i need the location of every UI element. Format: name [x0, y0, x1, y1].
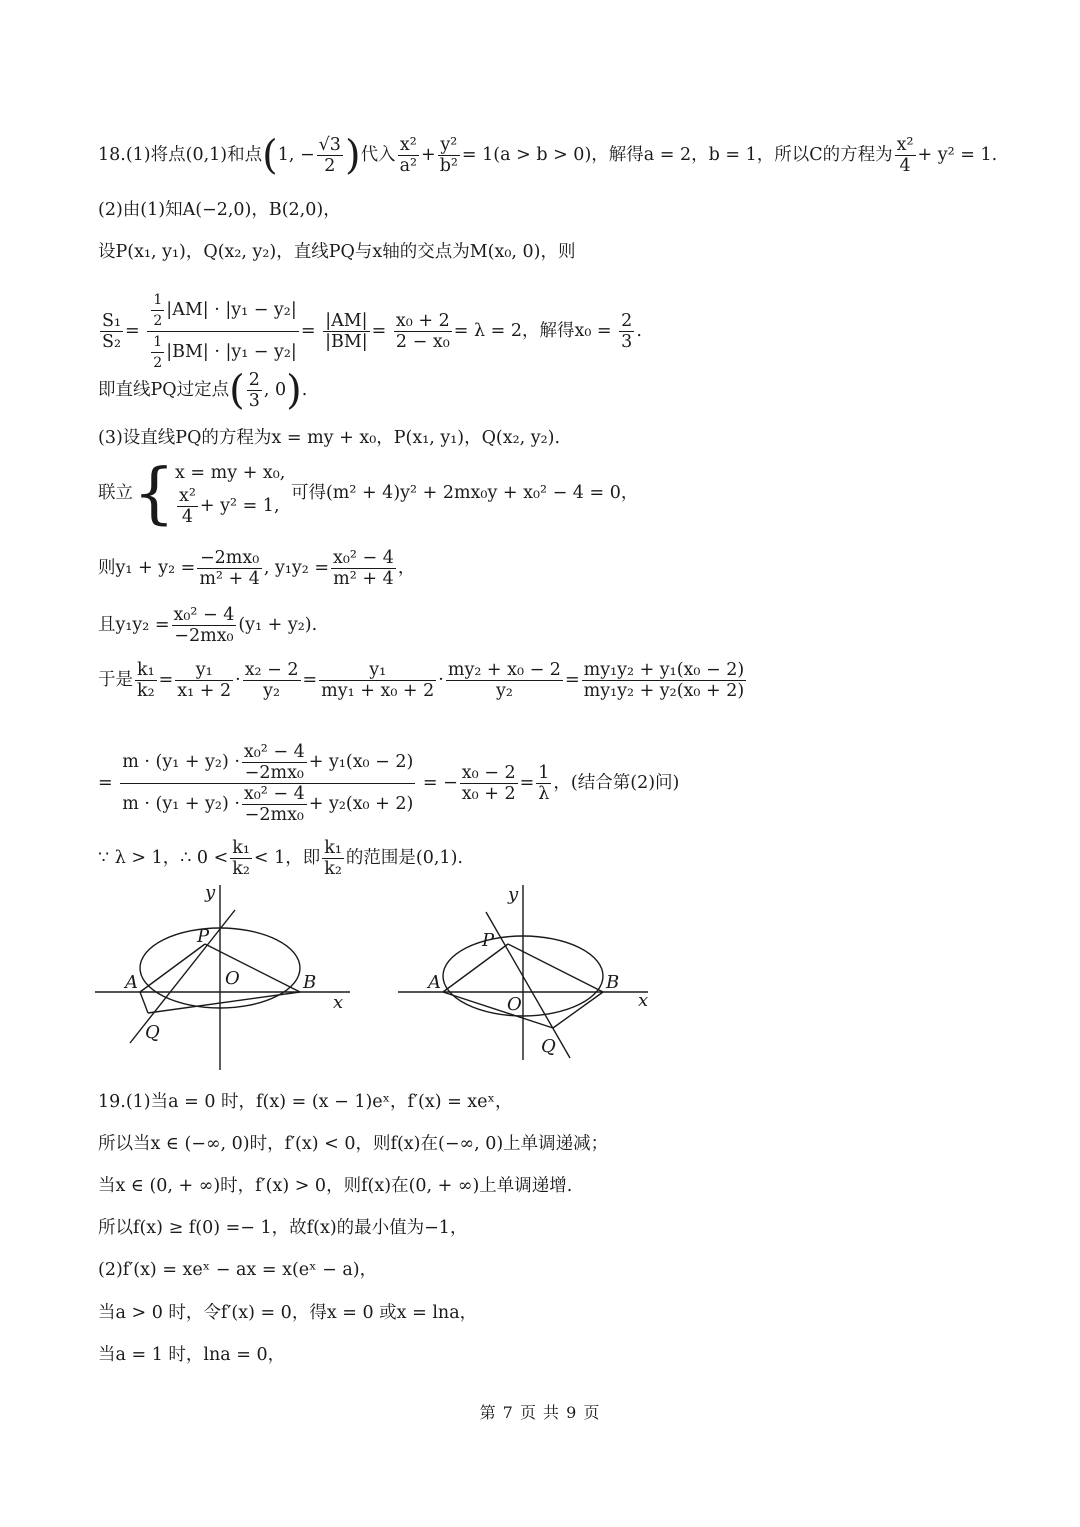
- q19-line-5: (2)f′(x) = xeˣ − ax = x(eˣ − a)，: [98, 1260, 378, 1280]
- numerator: 2: [248, 370, 260, 390]
- label-b: B: [303, 972, 317, 993]
- fraction: [317, 135, 343, 176]
- text: + y² = 1,: [199, 496, 280, 516]
- denominator: |BM|: [325, 332, 368, 352]
- fraction: [323, 311, 370, 352]
- text: (y₁ + y₂).: [238, 615, 318, 635]
- text: =: [98, 773, 113, 793]
- ellipse-figure-1: [95, 880, 365, 1075]
- text: =: [158, 670, 174, 690]
- text: 的范围是(0,1).: [345, 848, 463, 868]
- q18-setup-line: 设P(x₁, y₁)，Q(x₂, y₂)，直线PQ与x轴的交点为M(x₀, 0)，则: [98, 242, 576, 262]
- denominator: [120, 784, 415, 825]
- numerator: x₀² − 4: [173, 605, 235, 625]
- fraction: [147, 290, 299, 373]
- denominator: k₂: [232, 859, 250, 879]
- denominator: 2: [153, 355, 163, 371]
- left-paren: (: [229, 367, 245, 414]
- text: =: [300, 321, 316, 341]
- text: ∵ λ > 1，∴ 0 <: [98, 848, 229, 868]
- segment-pb: [205, 944, 300, 992]
- ellipse-figure-2: [398, 880, 668, 1065]
- fraction: [319, 660, 436, 701]
- text: ·: [235, 670, 241, 690]
- segment-qb: [148, 992, 300, 1013]
- text: 代入: [360, 145, 396, 165]
- fraction: [394, 311, 452, 352]
- text: = −: [422, 773, 458, 793]
- numerator: x₀ + 2: [395, 311, 450, 331]
- label-x: x: [333, 992, 344, 1013]
- segment-aq: [443, 992, 553, 1028]
- substitution-line: [98, 742, 679, 825]
- numerator: |AM|: [323, 311, 370, 332]
- denominator: x₀ + 2: [461, 784, 516, 804]
- text: |BM| · |y₁ − y₂|: [166, 342, 297, 362]
- denominator: x₁ + 2: [177, 681, 232, 701]
- text: =: [519, 773, 535, 793]
- numerator: my₁y₂ + y₁(x₀ − 2): [583, 660, 745, 680]
- text: = 1(a > b > 0)，解得a = 2，b = 1，所以C的方程为: [461, 145, 893, 165]
- denominator: 2: [324, 156, 336, 176]
- text: < 1，即: [253, 848, 321, 868]
- text: ，(结合第(2)问): [553, 773, 680, 793]
- denominator: −2mx₀: [174, 626, 234, 646]
- text: ，: [397, 558, 416, 578]
- numerator: S₁: [102, 311, 122, 331]
- right-paren: ): [344, 132, 361, 179]
- denominator: my₁y₂ + y₂(x₀ + 2): [583, 681, 745, 701]
- product-line: [98, 605, 317, 646]
- text: m · (y₁ + y₂) ·: [122, 752, 240, 772]
- numerator: x²: [179, 486, 196, 506]
- q18-part1-line: [98, 132, 998, 179]
- area-ratio-line: [98, 290, 642, 373]
- numerator: y₁: [175, 660, 233, 681]
- numerator: [120, 742, 415, 784]
- text: 即直线PQ过定点: [98, 380, 230, 400]
- left-brace: {: [133, 454, 175, 532]
- q19-line-1: 19.(1)当a = 0 时，f(x) = (x − 1)eˣ，f′(x) = xeˣ，: [98, 1092, 513, 1112]
- label-o: O: [507, 994, 522, 1015]
- q18-part2-line: (2)由(1)知A(−2,0)，B(2,0)，: [98, 200, 341, 220]
- numerator: k₁: [137, 660, 155, 680]
- denominator: b²: [439, 156, 458, 176]
- numerator: −2mx₀: [197, 548, 262, 569]
- text: 于是: [98, 670, 133, 690]
- denominator: my₁ + x₀ + 2: [321, 681, 435, 701]
- numerator: x₀² − 4: [243, 784, 305, 804]
- label-y: y: [508, 884, 519, 905]
- fraction: [151, 332, 164, 373]
- text: =: [564, 670, 580, 690]
- label-o: O: [225, 968, 240, 989]
- fraction: [446, 660, 563, 701]
- text: =: [371, 321, 387, 341]
- text: +: [421, 145, 436, 165]
- fraction: [177, 486, 198, 527]
- fraction: [438, 135, 460, 176]
- label-p: P: [482, 930, 495, 951]
- segment-ap: [140, 944, 205, 992]
- numerator: 1: [151, 332, 164, 353]
- equation-row: x = my + x₀,: [175, 463, 286, 483]
- denominator: λ: [538, 784, 550, 804]
- fraction: [398, 135, 419, 176]
- text: .: [301, 380, 308, 400]
- system-line: [98, 454, 639, 532]
- text: .: [636, 321, 642, 341]
- denominator: 3: [621, 332, 633, 352]
- segment-qb: [553, 992, 603, 1028]
- text: =: [125, 321, 140, 341]
- denominator: −2mx₀: [244, 763, 304, 783]
- fraction: [242, 742, 307, 783]
- denominator: y₂: [495, 681, 513, 701]
- text: 且y₁y₂ =: [98, 615, 170, 635]
- fraction: [322, 838, 344, 879]
- text: 则y₁ + y₂ =: [98, 558, 196, 578]
- fraction: [175, 660, 233, 701]
- label-a: A: [428, 972, 441, 993]
- numerator: [147, 290, 299, 332]
- numerator: x²: [398, 135, 419, 156]
- text: + y₂(x₀ + 2): [308, 794, 414, 814]
- numerator: k₁: [232, 838, 250, 858]
- q19-line-2: 所以当x ∈ (−∞, 0)时，f′(x) < 0，则f(x)在(−∞, 0)上单调递减；: [98, 1134, 609, 1154]
- numerator: x₀ − 2: [461, 763, 516, 783]
- label-y: y: [205, 882, 216, 903]
- label-x: x: [638, 990, 649, 1011]
- fraction: [197, 548, 262, 589]
- text: |AM| · |y₁ − y₂|: [166, 300, 297, 320]
- numerator: √3: [318, 135, 341, 155]
- right-paren: ): [286, 367, 302, 414]
- equation-row: [175, 486, 285, 527]
- fraction: [230, 838, 252, 879]
- equation-system: [175, 460, 285, 527]
- fraction: [582, 660, 747, 701]
- denominator: k₂: [324, 859, 342, 879]
- line-pq: [486, 912, 570, 1058]
- denominator: S₂: [102, 332, 122, 352]
- denominator: −2mx₀: [244, 805, 304, 825]
- fraction: [100, 311, 123, 352]
- numerator: 1: [538, 763, 550, 783]
- denominator: 2 − x₀: [395, 332, 450, 352]
- denominator: m² + 4: [333, 569, 394, 589]
- segment-pb: [508, 944, 603, 992]
- q19-line-6: 当a > 0 时，令f′(x) = 0，得x = 0 或x = lna，: [98, 1303, 478, 1323]
- text: =: [302, 670, 318, 690]
- denominator: k₂: [137, 681, 155, 701]
- fraction: [247, 370, 262, 411]
- text: 可得(m² + 4)y² + 2mx₀y + x₀² − 4 = 0，: [290, 483, 639, 503]
- text: + y² = 1.: [917, 145, 998, 165]
- numerator: y₁: [319, 660, 436, 681]
- fraction: [243, 660, 301, 701]
- fraction: [242, 784, 307, 825]
- denominator: 3: [248, 391, 260, 411]
- vieta-line: [98, 548, 415, 589]
- page-footer: 第 7 页 共 9 页: [479, 1403, 601, 1422]
- fraction: [619, 311, 634, 352]
- q19-line-7: 当a = 1 时，lna = 0，: [98, 1345, 286, 1365]
- text: + y₁(x₀ − 2): [308, 752, 414, 772]
- denominator: 2: [153, 313, 163, 329]
- label-q: Q: [541, 1036, 556, 1057]
- text: = λ = 2，解得x₀ =: [453, 321, 612, 341]
- fraction: [120, 742, 415, 825]
- text: , 0: [263, 380, 287, 400]
- segment-ap: [443, 944, 508, 992]
- q19-line-3: 当x ∈ (0, + ∞)时，f′(x) > 0，则f(x)在(0, + ∞)上单调递增.: [98, 1176, 573, 1196]
- fixed-point-line: [98, 367, 308, 414]
- fraction: [135, 660, 157, 701]
- numerator: y²: [438, 135, 460, 156]
- numerator: 2: [621, 311, 633, 331]
- label-q: Q: [145, 1022, 160, 1043]
- text: 18.(1)将点(0,1)和点: [98, 145, 263, 165]
- text: 1, −: [277, 145, 315, 165]
- label-b: B: [606, 972, 620, 993]
- q19-line-4: 所以f(x) ≥ f(0) =− 1，故f(x)的最小值为−1，: [98, 1218, 468, 1238]
- fraction: [460, 763, 518, 804]
- denominator: [147, 332, 299, 373]
- fraction: [895, 135, 916, 176]
- denominator: m² + 4: [199, 569, 260, 589]
- q18-part3-line: (3)设直线PQ的方程为x = my + x₀，P(x₁, y₁)，Q(x₂, y₂).: [98, 428, 561, 448]
- conclusion-line: [98, 838, 463, 879]
- segment-aq: [140, 992, 148, 1013]
- numerator: 1: [151, 290, 164, 311]
- text: m · (y₁ + y₂) ·: [122, 794, 240, 814]
- numerator: my₂ + x₀ − 2: [447, 660, 561, 680]
- numerator: x₂ − 2: [244, 660, 299, 680]
- denominator: a²: [399, 156, 418, 176]
- fraction: [151, 290, 164, 331]
- numerator: x₀² − 4: [333, 548, 394, 568]
- label-a: A: [125, 972, 138, 993]
- text: 联立: [98, 483, 133, 503]
- fraction: [172, 605, 237, 646]
- numerator: x²: [896, 135, 914, 155]
- text: ·: [438, 670, 444, 690]
- denominator: 4: [181, 507, 194, 527]
- denominator: 4: [899, 156, 911, 176]
- fraction: [536, 763, 551, 804]
- denominator: y₂: [263, 681, 281, 701]
- numerator: k₁: [324, 838, 342, 858]
- slope-ratio-line: [98, 660, 748, 701]
- fraction: [331, 548, 396, 589]
- text: , y₁y₂ =: [263, 558, 330, 578]
- numerator: x₀² − 4: [243, 742, 305, 762]
- label-p: P: [197, 926, 210, 947]
- left-paren: (: [262, 132, 278, 179]
